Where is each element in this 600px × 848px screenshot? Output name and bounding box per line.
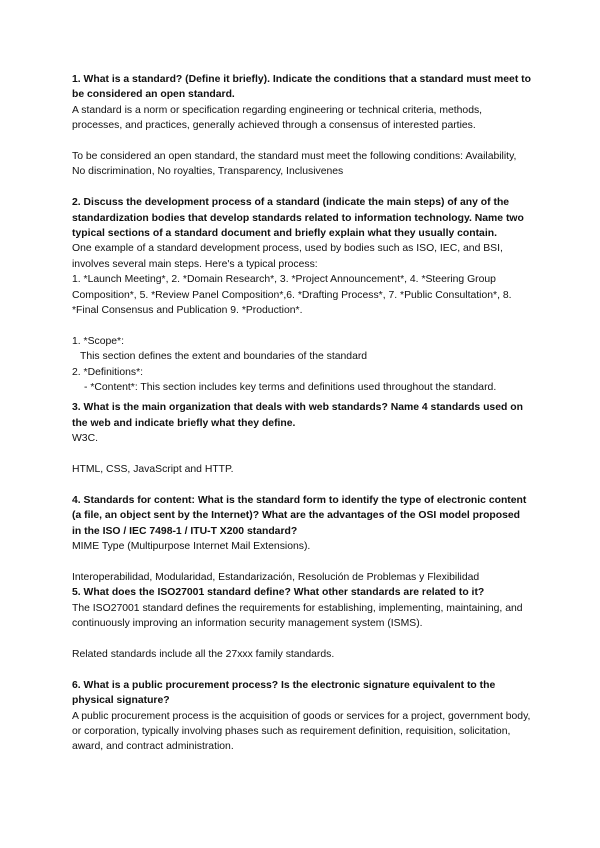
section-2-title: 2. *Definitions*: <box>72 366 144 378</box>
answer-6: A public procurement process is the acquisition of goods or services for a project, government body, or corporation, typically involving phases such as requirement definition, requisition, solicitation, award, and contract administration. <box>72 710 531 753</box>
section-1-title: 1. *Scope*: <box>72 335 124 347</box>
answer-4-advantages: Interoperabilidad, Modularidad, Estandarización, Resolución de Problemas y Flexibilidad <box>72 571 480 583</box>
section-2-text: - *Content*: This section includes key terms and definitions used throughout the standard. <box>84 382 497 394</box>
question-4: 4. Standards for content: What is the standard form to identify the type of electronic content (a file, an object sent by the Internet)? What are the advantages of the OSI model proposed in the ISO / IEC 7498-1 / ITU-T X200 standard? <box>72 494 527 537</box>
question-2: 2. Discuss the development process of a standard (indicate the main steps) of any of the standardization bodies that develop standards related to information technology. Name two typical sections of a standard document and briefly explain what they usually contain. <box>72 197 524 240</box>
answer-5-related: Related standards include all the 27xxx family standards. <box>72 648 335 660</box>
question-3: 3. What is the main organization that deals with web standards? Name 4 standards used on the web and indicate briefly what they define. <box>72 402 523 429</box>
answer-3-standards: HTML, CSS, JavaScript and HTTP. <box>72 464 234 476</box>
section-1-text: This section defines the extent and boundaries of the standard <box>80 351 368 363</box>
question-6: 6. What is a public procurement process? Is the electronic signature equivalent to the physical signature? <box>72 679 496 707</box>
answer-1-conditions: To be considered an open standard, the standard must meet the following conditions: Availability, No discrimination, No royalties, Transparency, Inclusivenes <box>72 151 517 178</box>
question-5: 5. What does the ISO27001 standard define? What other standards are related to it? <box>72 587 485 599</box>
question-1: 1. What is a standard? (Define it briefly). Indicate the conditions that a standard must meet to be considered an open standard. <box>72 74 531 101</box>
answer-5: The ISO27001 standard defines the requirements for establishing, implementing, maintaining, and continuously improving an information security management system (ISMS). <box>72 602 523 630</box>
answer-2-steps: 1. *Launch Meeting*, 2. *Domain Research*, 3. *Project Announcement*, 4. *Steering Group Composition*, 5. *Review Panel Composition*,6. *Drafting Process*, 7. *Public Consultation*, 8. *Final Consensus and Publication 9. *Production*. <box>72 274 512 317</box>
answer-1: A standard is a norm or specification regarding engineering or technical criteria, methods, processes, and practices, generally achieved through a consensus of interested parties. <box>72 104 483 132</box>
answer-4: MIME Type (Multipurpose Internet Mail Extensions). <box>72 541 311 553</box>
answer-3: W3C. <box>72 433 98 445</box>
document-body <box>72 72 532 755</box>
answer-2: One example of a standard development process, used by bodies such as ISO, IEC, and BSI, involves several main steps. Here's a typical process: <box>72 243 503 270</box>
